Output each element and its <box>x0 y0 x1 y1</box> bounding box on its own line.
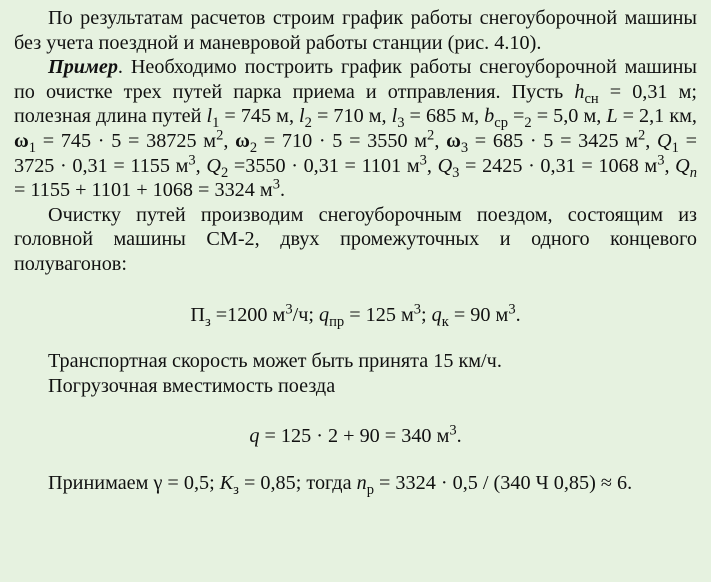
example-label: Пример <box>48 56 118 79</box>
paragraph-train: Очистку путей производим снегоуборочным поездом, состоящим из головной машины СМ-2, двух промежуточных и одного концевого полувагонов: <box>14 203 697 275</box>
paragraph-example: Пример. Необходимо построить график работы снегоуборочной машины по очистке трех путей парка приема и отправления. Пусть $h_{сн} = 0,31$ м; полезная длина путей $l_1 = 745$ м, $l_2 = 710$ м, $l_3 = 685$ м, $b_{ср} =_2 = 5,0$ м, L = 2,1 км, $\omega_1 = 745 \cdot 5 = 38725$ $м^2$, $\omega_2 = 710 \cdot 5 = 3550$ $м^2$, $\omega_3 = 685 \cdot 5 = 3425$ $м^2$, $Q_1 = 3725 \cdot 0,31 = 1155$ $м^3$, $Q_2 =3550 \cdot 0,31 = 1101$ $м^3$, $Q_3 = 2425 \cdot 0,31 = 1068$ $м^3$, $Q_n = 1155 + 1101 + 1068 = 3324$ $м^3$. <box>14 56 698 202</box>
formula-productivity: $П_з =1200$ $м^3/ч$; $q_{пр} = 125$ $м^3$; $q_к = 90$ $м^3$. <box>190 300 521 330</box>
paragraph-capacity: Погрузочная вместимость поезда <box>48 374 336 397</box>
paragraph-speed: Транспортная скорость может быть принята 15 км/ч. <box>48 350 502 373</box>
paragraph-result: Принимаем γ = 0,5; $К_з = 0,85$; тогда $n_р = 3324 \cdot 0,5 / (340$ Ч 0,85) ≈ 6. <box>48 471 633 498</box>
formula-capacity: q = 125 · 2 + 90 = 340 $м^3$. <box>249 422 462 448</box>
paragraph-intro: По результатам расчетов строим график работы снегоуборочной машины без учета поездной и маневровой работы станции (рис. 4.10). <box>14 7 697 54</box>
